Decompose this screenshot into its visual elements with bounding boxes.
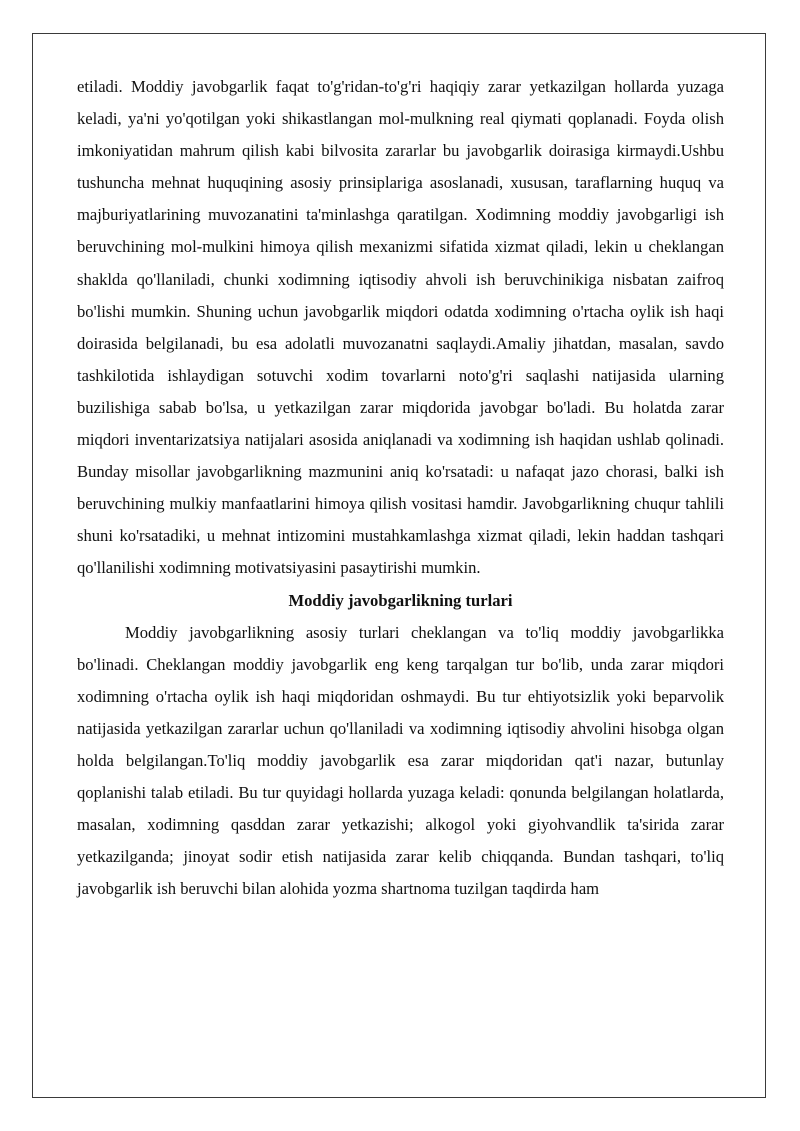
section-heading: Moddiy javobgarlikning turlari <box>288 590 513 610</box>
body-paragraph: Moddiy javobgarlikning asosiy turlari cheklangan va to'liq moddiy javobgarlikka bo'linadi. Cheklangan moddiy javobgarlik eng keng tarqalgan tur bo'lib, unda zarar miqdori xodimning o'rtacha oylik ish haqi miqdoridan oshmaydi. Bu tur ehtiyotsizlik yoki beparvolik natijasida yetkazilgan zararlar uchun qo'llaniladi va xodimning iqtisodiy ahvolini hisobga olgan holda belgilangan.To'liq moddiy javobgarlik esa zarar miqdoridan qat'i nazar, butunlay qoplanishi talab etiladi. Bu tur quyidagi hollarda yuzaga keladi: qonunda belgilangan holatlarda, masalan, xodimning qasddan zarar yetkazishi; alkogol yoki giyohvandlik ta'sirida zarar yetkazilganda; jinoyat sodir etish natijasida zarar kelib chiqqanda. Bundan tashqari, to'liq javobgarlik ish beruvchi bilan alohida yozma shartnoma tuzilgan taqdirda ham <box>77 622 724 899</box>
body-paragraph: etiladi. Moddiy javobgarlik faqat to'g'ridan-to'g'ri haqiqiy zarar yetkazilgan hollarda yuzaga keladi, ya'ni yo'qotilgan yoki shikastlangan mol-mulkning real qiymati qoplanadi. Foyda olish imkoniyatidan mahrum qilish kabi bilvosita zararlar bu javobgarlik doirasiga kirmaydi.Ushbu tushuncha mehnat huquqining asosiy prinsiplariga asoslanadi, xususan, taraflarning huquq va majburiyatlarining muvozanatini ta'minlashga qaratilgan. Xodimning moddiy javobgarligi ish beruvchining mol-mulkini himoya qilish mexanizmi sifatida xizmat qiladi, lekin u cheklangan shaklda qo'llaniladi, chunki xodimning iqtisodiy ahvoli ish beruvchinikiga nisbatan zaifroq bo'lishi mumkin. Shuning uchun javobgarlik miqdori odatda xodimning o'rtacha oylik ish haqi doirasida belgilanadi, bu esa adolatli muvozanatni saqlaydi.Amaliy jihatdan, masalan, savdo tashkilotida ishlaydigan sotuvchi xodim tovarlarni noto'g'ri saqlashi natijasida ularning buzilishiga sabab bo'lsa, u yetkazilgan zarar miqdorida javobgar bo'ladi. Bu holatda zarar miqdori inventarizatsiya natijalari asosida aniqlanadi va xodimning ish haqidan ushlab qolinadi. Bunday misollar javobgarlikning mazmunini aniq ko'rsatadi: u nafaqat jazo chorasi, balki ish beruvchining mulkiy manfaatlarini himoya qilish vositasi hamdir. Javobgarlikning chuqur tahlili shuni ko'rsatadiki, u mehnat intizomini mustahkamlashga xizmat qiladi, lekin haddan tashqari qo'llanilishi xodimning motivatsiyasini pasaytirishi mumkin. <box>77 77 724 578</box>
page-body <box>77 71 724 905</box>
